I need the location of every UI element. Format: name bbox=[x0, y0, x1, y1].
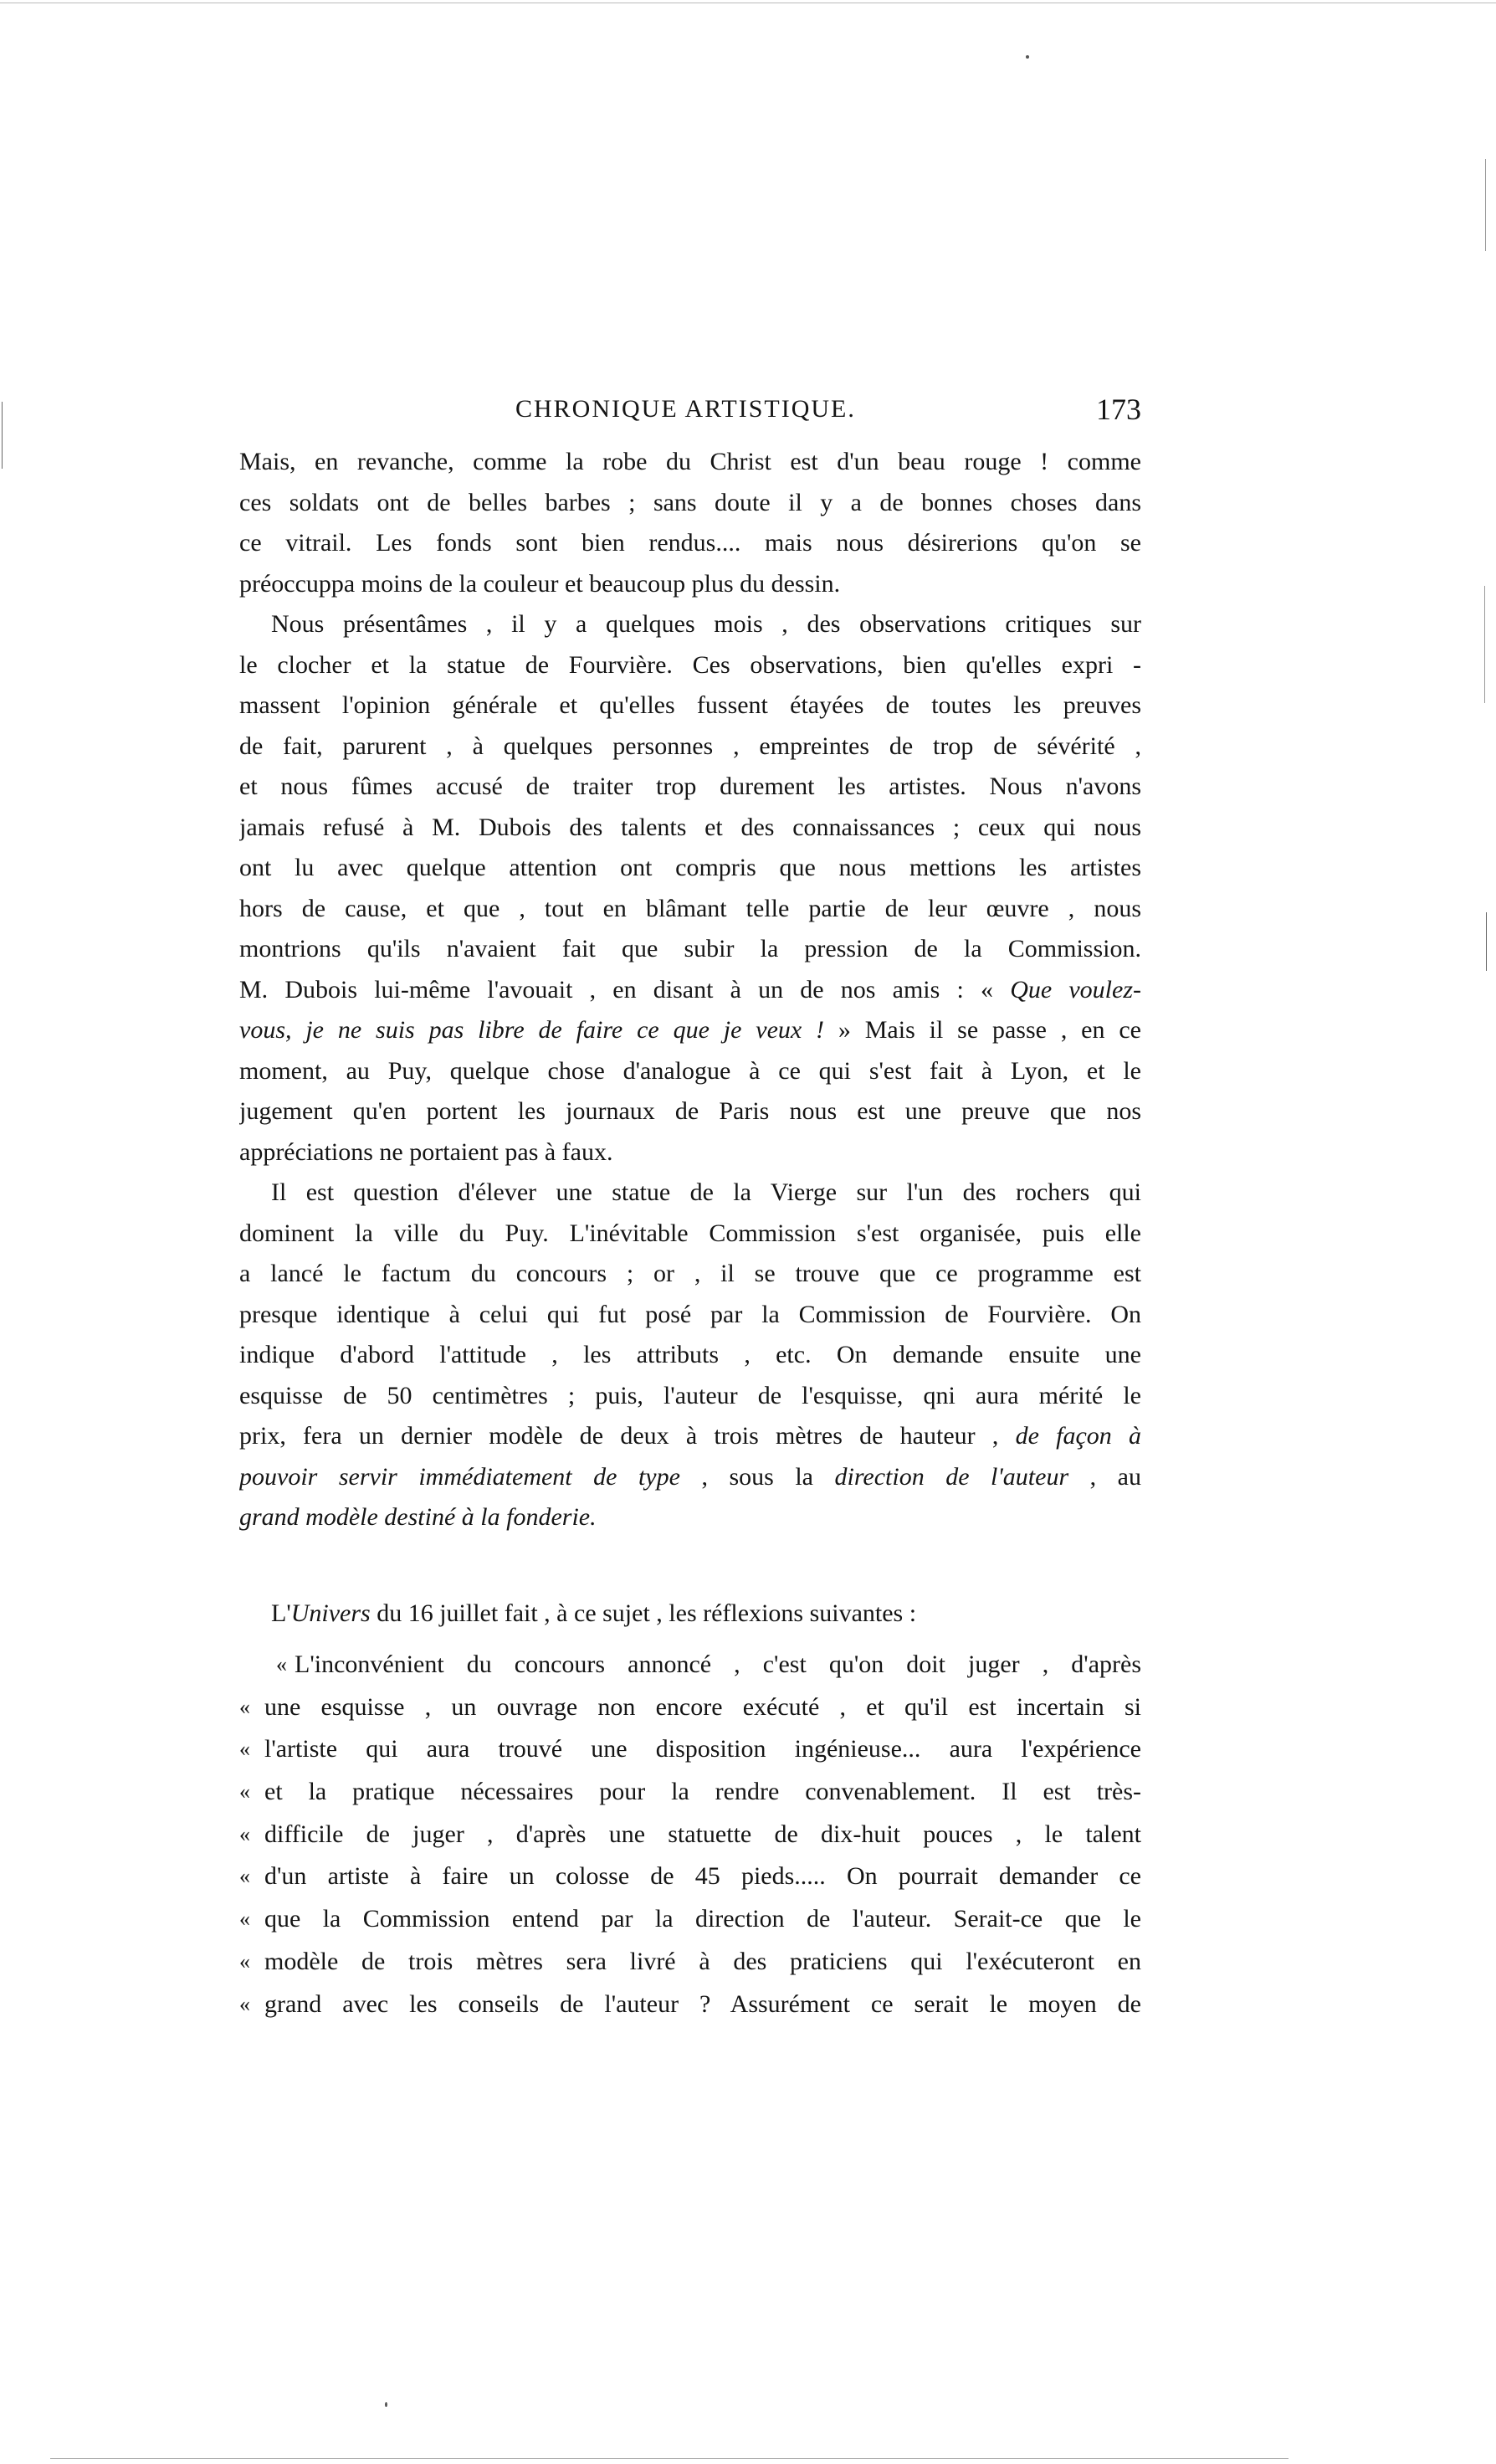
text-line bbox=[239, 889, 1141, 930]
scan-edge-right bbox=[1485, 159, 1486, 251]
text-span: massent l'opinion générale et qu'elles fussent étayées de toutes les preuves bbox=[239, 691, 1141, 719]
text-line bbox=[239, 970, 1141, 1011]
paragraph bbox=[239, 604, 1141, 1173]
text-span: hors de cause, et que , tout en blâmant telle partie de leur œuvre , nous bbox=[239, 894, 1141, 922]
text-span: du 16 juillet fait , à ce sujet , les réflexions suivantes : bbox=[370, 1599, 917, 1627]
text-line bbox=[239, 767, 1141, 808]
text-line bbox=[239, 1214, 1141, 1255]
text-span: moment, au Puy, quelque chose d'analogue à ce qui s'est fait à Lyon, et le bbox=[239, 1056, 1141, 1085]
quote-line bbox=[239, 1898, 1141, 1941]
text-span: le clocher et la statue de Fourvière. Ces observations, bien qu'elles expri - bbox=[239, 650, 1141, 679]
quote-text: d'un artiste à faire un colosse de 45 pieds..... On pourrait demander ce bbox=[264, 1862, 1141, 1891]
text-span: ces soldats ont de belles barbes ; sans doute il y a de bonnes choses dans bbox=[239, 488, 1141, 516]
running-header bbox=[239, 395, 1141, 429]
quote-mark: « bbox=[239, 1948, 250, 1974]
quote-line bbox=[239, 1814, 1141, 1856]
text-span: esquisse de 50 centimètres ; puis, l'auteur de l'esquisse, qni aura mérité le bbox=[239, 1381, 1141, 1409]
text-line bbox=[239, 645, 1141, 686]
quote-mark: « bbox=[276, 1652, 287, 1676]
quote-line bbox=[239, 1856, 1141, 1898]
scan-edge-right bbox=[1484, 586, 1485, 703]
quote-text: L'inconvénient du concours annoncé , c'est qu'on doit juger , d'après bbox=[295, 1650, 1141, 1678]
text-line bbox=[239, 1594, 1141, 1635]
text-span: montrions qu'ils n'avaient fait que subir la pression de la Commission. bbox=[239, 935, 1141, 963]
text-line bbox=[239, 483, 1141, 524]
italic-text: direction de l'auteur bbox=[834, 1462, 1069, 1491]
quote-mark: « bbox=[239, 1779, 250, 1804]
quote-text: grand avec les conseils de l'auteur ? Assurément ce serait le moyen de bbox=[264, 1989, 1141, 2018]
text-span: jamais refusé à M. Dubois des talents et des connaissances ; ceux qui nous bbox=[239, 813, 1141, 841]
italic-text: de façon à bbox=[1015, 1422, 1141, 1450]
text-span: a lancé le factum du concours ; or , il se trouve que ce programme est bbox=[239, 1260, 1141, 1287]
text-line bbox=[239, 1091, 1141, 1132]
text-span: dominent la ville du Puy. L'inévitable Commission s'est organisée, puis elle bbox=[239, 1219, 1141, 1247]
text-line bbox=[239, 808, 1141, 849]
text-line bbox=[239, 1010, 1141, 1051]
scan-edge-right bbox=[1486, 912, 1487, 971]
quote-line bbox=[239, 1644, 1141, 1686]
text-span: , au bbox=[1068, 1462, 1141, 1491]
text-span: indique d'abord l'attitude , les attributs , etc. On demande ensuite une bbox=[239, 1341, 1141, 1368]
quote-line bbox=[239, 1941, 1141, 1984]
quote-mark: « bbox=[239, 1991, 250, 2016]
text-line bbox=[239, 685, 1141, 726]
text-line bbox=[239, 1132, 1141, 1173]
text-line bbox=[239, 1376, 1141, 1417]
italic-text: pouvoir servir immédiatement de type bbox=[239, 1462, 680, 1491]
quote-text: que la Commission entend par la direction de l'auteur. Serait-ce que le bbox=[264, 1905, 1141, 1933]
scan-edge-bottom bbox=[50, 2458, 1289, 2459]
text-line bbox=[239, 929, 1141, 970]
italic-text: Que voulez- bbox=[1010, 975, 1141, 1004]
text-span: M. Dubois lui-même l'avouait , en disant à un de nos amis : « bbox=[239, 975, 1011, 1004]
text-line bbox=[239, 726, 1141, 767]
text-line bbox=[239, 604, 1141, 645]
running-title: CHRONIQUE ARTISTIQUE. bbox=[515, 395, 856, 423]
text-span: et nous fûmes accusé de traiter trop durement les artistes. Nous n'avons bbox=[239, 773, 1141, 800]
body-text bbox=[239, 442, 1141, 1538]
text-line bbox=[239, 1335, 1141, 1376]
text-span: jugement qu'en portent les journaux de Paris nous est une preuve que nos bbox=[239, 1097, 1141, 1125]
quote-mark: « bbox=[239, 1907, 250, 1932]
scan-speck bbox=[1026, 55, 1029, 59]
quote-text: et la pratique nécessaires pour la rendre convenablement. Il est très- bbox=[264, 1778, 1141, 1806]
quote-line bbox=[239, 1686, 1141, 1729]
paragraph bbox=[239, 1173, 1141, 1538]
text-line bbox=[239, 1254, 1141, 1295]
text-span: ont lu avec quelque attention ont compris que nous mettions les artistes bbox=[239, 854, 1141, 881]
page-number: 173 bbox=[1096, 393, 1141, 426]
text-span: » Mais il se passe , en ce bbox=[824, 1016, 1141, 1044]
quote-mark: « bbox=[239, 1864, 250, 1889]
text-span: ce vitrail. Les fonds sont bien rendus.... mais nous désirerions qu'on se bbox=[239, 529, 1141, 557]
text-line bbox=[239, 1295, 1141, 1336]
quote-text: modèle de trois mètres sera livré à des praticiens qui l'exécuteront en bbox=[264, 1947, 1141, 1975]
quote-mark: « bbox=[239, 1694, 250, 1719]
text-span: L' bbox=[271, 1599, 291, 1627]
text-span: Il est question d'élever une statue de la Vierge sur l'un des rochers qui bbox=[271, 1178, 1141, 1206]
text-span: presque identique à celui qui fut posé par la Commission de Fourvière. On bbox=[239, 1300, 1141, 1328]
quote-line bbox=[239, 1771, 1141, 1814]
text-line bbox=[239, 442, 1141, 483]
text-line bbox=[239, 1457, 1141, 1498]
text-span: préoccuppa moins de la couleur et beaucoup plus du dessin. bbox=[239, 569, 841, 598]
text-span: , sous la bbox=[679, 1462, 835, 1491]
block-quote bbox=[239, 1644, 1141, 2025]
text-line bbox=[239, 1416, 1141, 1457]
text-span: appréciations ne portaient pas à faux. bbox=[239, 1137, 613, 1166]
quote-text: l'artiste qui aura trouvé une disposition ingénieuse... aura l'expérience bbox=[264, 1735, 1141, 1763]
text-line bbox=[239, 1051, 1141, 1092]
italic-text: grand modèle destiné à la fonderie. bbox=[239, 1503, 597, 1531]
quote-text: une esquisse , un ouvrage non encore exécuté , et qu'il est incertain si bbox=[264, 1692, 1141, 1721]
quote-mark: « bbox=[239, 1821, 250, 1846]
italic-text: Univers bbox=[290, 1599, 371, 1627]
scan-edge-left bbox=[2, 402, 3, 469]
quote-mark: « bbox=[239, 1737, 250, 1762]
text-line bbox=[239, 1497, 1141, 1538]
text-line bbox=[239, 848, 1141, 889]
intro-line bbox=[239, 1594, 1141, 1635]
text-line bbox=[239, 1173, 1141, 1214]
text-span: Nous présentâmes , il y a quelques mois , des observations critiques sur bbox=[271, 610, 1141, 638]
text-span: de fait, parurent , à quelques personnes , empreintes de trop de sévérité , bbox=[239, 732, 1141, 760]
italic-text: vous, je ne suis pas libre de faire ce que je veux ! bbox=[239, 1016, 825, 1044]
text-line bbox=[239, 564, 1141, 605]
quote-line bbox=[239, 1984, 1141, 2026]
quote-line bbox=[239, 1728, 1141, 1771]
text-span: prix, fera un dernier modèle de deux à trois mètres de hauteur , bbox=[239, 1422, 1016, 1450]
scan-speck bbox=[385, 2402, 387, 2407]
quote-text: difficile de juger , d'après une statuette de dix-huit pouces , le talent bbox=[264, 1820, 1141, 1848]
text-span: Mais, en revanche, comme la robe du Christ est d'un beau rouge ! comme bbox=[239, 448, 1141, 475]
paragraph bbox=[239, 442, 1141, 604]
text-line bbox=[239, 523, 1141, 564]
